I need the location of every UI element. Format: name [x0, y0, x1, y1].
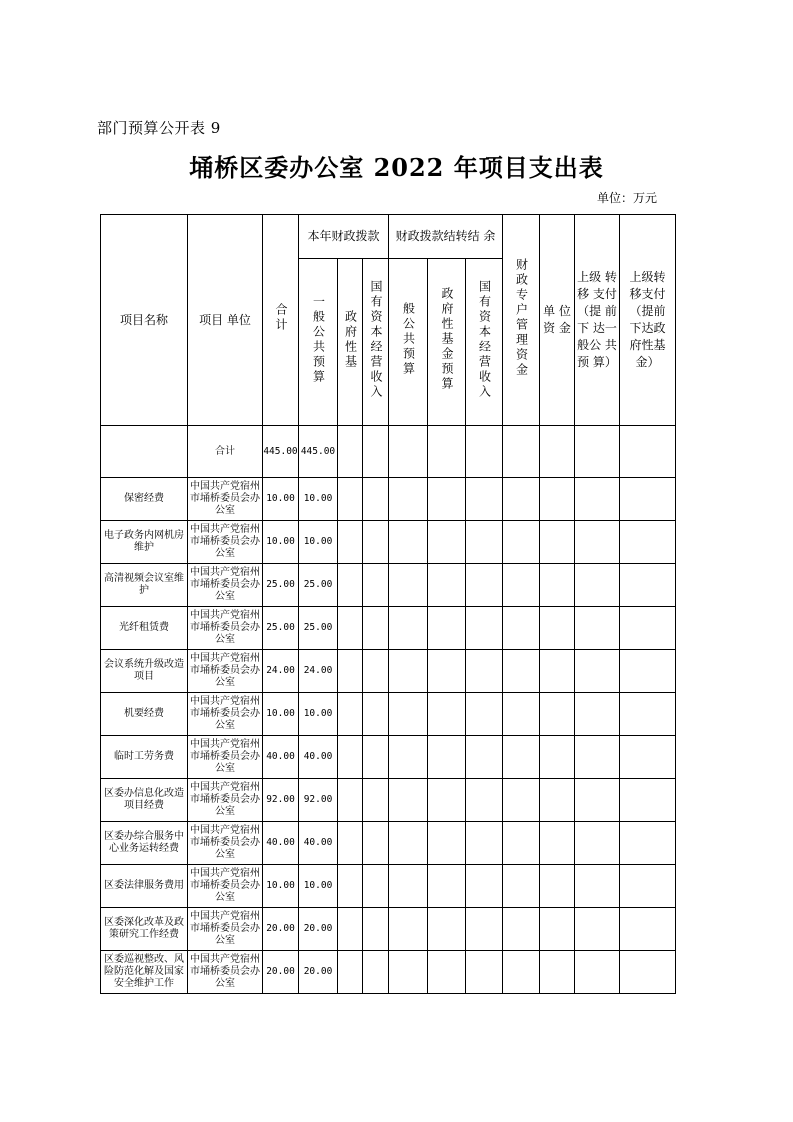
empty-cell — [503, 693, 540, 736]
empty-cell — [338, 426, 363, 478]
empty-cell — [540, 693, 575, 736]
empty-cell — [466, 521, 503, 564]
empty-cell — [620, 564, 676, 607]
empty-cell — [428, 521, 466, 564]
empty-cell — [363, 693, 389, 736]
total-cell: 25.00 — [263, 564, 299, 607]
empty-cell — [575, 478, 620, 521]
empty-cell — [428, 865, 466, 908]
empty-cell — [503, 607, 540, 650]
empty-cell — [540, 908, 575, 951]
col-header-gov-fund-carry: 政府性基金预算 — [428, 259, 466, 426]
empty-cell — [428, 426, 466, 478]
general-budget-cell: 25.00 — [299, 607, 338, 650]
total-row — [101, 426, 676, 478]
empty-cell — [466, 951, 503, 994]
empty-cell — [540, 779, 575, 822]
empty-cell — [428, 736, 466, 779]
general-budget-cell: 20.00 — [299, 951, 338, 994]
page-title: 埇桥区委办公室 2022 年项目支出表 — [189, 153, 604, 182]
empty-cell — [503, 822, 540, 865]
col-header-project-unit: 项目 单位 — [188, 215, 263, 426]
total-cell: 10.00 — [263, 478, 299, 521]
general-budget-cell: 24.00 — [299, 650, 338, 693]
empty-cell — [363, 521, 389, 564]
empty-cell — [503, 951, 540, 994]
project-unit-cell: 中国共产党宿州市埇桥委员会办公室 — [188, 951, 263, 994]
empty-cell — [466, 822, 503, 865]
empty-cell — [338, 951, 363, 994]
empty-cell — [575, 564, 620, 607]
general-budget-cell: 10.00 — [299, 478, 338, 521]
empty-cell — [503, 908, 540, 951]
general-budget-cell: 445.00 — [299, 426, 338, 478]
col-header-carryover: 财政拨款结转结 余 — [389, 215, 503, 259]
project-name-cell: 电子政务内网机房维护 — [101, 521, 188, 564]
table-row — [101, 564, 676, 607]
empty-cell — [503, 650, 540, 693]
project-unit-cell: 中国共产党宿州市埇桥委员会办公室 — [188, 736, 263, 779]
empty-cell — [363, 426, 389, 478]
empty-cell — [466, 908, 503, 951]
empty-cell — [503, 521, 540, 564]
total-cell: 10.00 — [263, 865, 299, 908]
empty-cell — [575, 822, 620, 865]
empty-cell — [466, 865, 503, 908]
empty-cell — [428, 478, 466, 521]
empty-cell — [575, 607, 620, 650]
empty-cell — [338, 564, 363, 607]
table-row — [101, 521, 676, 564]
empty-cell — [466, 607, 503, 650]
empty-cell — [389, 650, 428, 693]
empty-cell — [338, 650, 363, 693]
project-name-cell: 区委办综合服务中心业务运转经费 — [101, 822, 188, 865]
empty-cell — [540, 650, 575, 693]
empty-cell — [540, 564, 575, 607]
empty-cell — [428, 607, 466, 650]
empty-cell — [338, 908, 363, 951]
empty-cell — [620, 736, 676, 779]
empty-cell — [620, 650, 676, 693]
empty-cell — [338, 521, 363, 564]
project-unit-cell: 中国共产党宿州市埇桥委员会办公室 — [188, 822, 263, 865]
empty-cell — [363, 478, 389, 521]
empty-cell — [503, 736, 540, 779]
empty-cell — [575, 693, 620, 736]
empty-cell — [338, 736, 363, 779]
col-header-transfer-fund: 上级转 移支付（提前 下达政 府性基 金） — [620, 215, 676, 426]
total-cell: 20.00 — [263, 951, 299, 994]
empty-cell — [575, 521, 620, 564]
project-name-cell: 区委深化改革及政策研究工作经费 — [101, 908, 188, 951]
project-name-cell: 区委法律服务费用 — [101, 865, 188, 908]
project-expenditure-table — [100, 214, 676, 994]
empty-cell — [389, 521, 428, 564]
empty-cell — [428, 650, 466, 693]
empty-cell — [389, 951, 428, 994]
project-unit-cell: 中国共产党宿州市埇桥委员会办公室 — [188, 693, 263, 736]
col-header-gov-fund: 政府性基 — [338, 259, 363, 426]
general-budget-cell: 20.00 — [299, 908, 338, 951]
total-cell: 25.00 — [263, 607, 299, 650]
total-cell: 40.00 — [263, 822, 299, 865]
empty-cell — [363, 736, 389, 779]
empty-cell — [363, 779, 389, 822]
empty-cell — [503, 478, 540, 521]
empty-cell — [620, 607, 676, 650]
empty-cell — [428, 951, 466, 994]
project-unit-cell: 合计 — [188, 426, 263, 478]
table-row — [101, 865, 676, 908]
empty-cell — [503, 564, 540, 607]
project-name-cell: 临时工劳务费 — [101, 736, 188, 779]
empty-cell — [389, 779, 428, 822]
empty-cell — [338, 478, 363, 521]
empty-cell — [466, 650, 503, 693]
project-name-cell: 高清视频会议室维护 — [101, 564, 188, 607]
project-name-cell: 区委办信息化改造项目经费 — [101, 779, 188, 822]
empty-cell — [363, 908, 389, 951]
empty-cell — [575, 865, 620, 908]
empty-cell — [466, 564, 503, 607]
project-unit-cell: 中国共产党宿州市埇桥委员会办公室 — [188, 650, 263, 693]
empty-cell — [428, 822, 466, 865]
general-budget-cell: 10.00 — [299, 521, 338, 564]
empty-cell — [428, 908, 466, 951]
empty-cell — [540, 426, 575, 478]
general-budget-cell: 10.00 — [299, 865, 338, 908]
empty-cell — [540, 736, 575, 779]
table-row — [101, 607, 676, 650]
empty-cell — [620, 426, 676, 478]
project-unit-cell: 中国共产党宿州市埇桥委员会办公室 — [188, 607, 263, 650]
empty-cell — [540, 478, 575, 521]
project-unit-cell: 中国共产党宿州市埇桥委员会办公室 — [188, 521, 263, 564]
col-header-state-capital-carry: 国有资本经营收入 — [466, 259, 503, 426]
empty-cell — [363, 822, 389, 865]
empty-cell — [389, 736, 428, 779]
col-header-unit-funds: 单 位 资 金 — [540, 215, 575, 426]
project-unit-cell: 中国共产党宿州市埇桥委员会办公室 — [188, 908, 263, 951]
empty-cell — [620, 521, 676, 564]
general-budget-cell: 25.00 — [299, 564, 338, 607]
col-header-general-budget-carry: 般公共预算 — [389, 259, 428, 426]
total-cell: 445.00 — [263, 426, 299, 478]
empty-cell — [540, 521, 575, 564]
empty-cell — [363, 951, 389, 994]
empty-cell — [389, 908, 428, 951]
general-budget-cell: 40.00 — [299, 822, 338, 865]
total-cell: 40.00 — [263, 736, 299, 779]
total-cell: 24.00 — [263, 650, 299, 693]
empty-cell — [428, 779, 466, 822]
document-label: 部门预算公开表 9 — [97, 119, 221, 137]
empty-cell — [389, 478, 428, 521]
col-header-project-name: 项目名称 — [101, 215, 188, 426]
col-header-state-capital: 国有资本经营收入 — [363, 259, 389, 426]
total-cell: 92.00 — [263, 779, 299, 822]
total-cell: 10.00 — [263, 693, 299, 736]
project-name-cell: 区委巡视整改、风险防范化解及国家安全维护工作 — [101, 951, 188, 994]
empty-cell — [620, 865, 676, 908]
empty-cell — [575, 908, 620, 951]
project-name-cell — [101, 426, 188, 478]
project-unit-cell: 中国共产党宿州市埇桥委员会办公室 — [188, 478, 263, 521]
unit-note: 单位：万元 — [597, 191, 658, 205]
empty-cell — [389, 426, 428, 478]
table-row — [101, 779, 676, 822]
empty-cell — [503, 779, 540, 822]
empty-cell — [540, 951, 575, 994]
empty-cell — [466, 426, 503, 478]
table-row — [101, 951, 676, 994]
empty-cell — [363, 650, 389, 693]
empty-cell — [620, 779, 676, 822]
project-name-cell: 会议系统升级改造项目 — [101, 650, 188, 693]
empty-cell — [575, 650, 620, 693]
col-header-current-year: 本年财政拨款 — [299, 215, 389, 259]
empty-cell — [428, 693, 466, 736]
empty-cell — [503, 426, 540, 478]
empty-cell — [620, 822, 676, 865]
total-cell: 10.00 — [263, 521, 299, 564]
project-name-cell: 机要经费 — [101, 693, 188, 736]
empty-cell — [466, 779, 503, 822]
empty-cell — [338, 607, 363, 650]
empty-cell — [620, 908, 676, 951]
empty-cell — [389, 693, 428, 736]
empty-cell — [540, 607, 575, 650]
empty-cell — [363, 564, 389, 607]
empty-cell — [575, 779, 620, 822]
empty-cell — [620, 693, 676, 736]
empty-cell — [575, 426, 620, 478]
empty-cell — [540, 822, 575, 865]
empty-cell — [503, 865, 540, 908]
col-header-total: 合计 — [263, 215, 299, 426]
empty-cell — [338, 865, 363, 908]
project-unit-cell: 中国共产党宿州市埇桥委员会办公室 — [188, 779, 263, 822]
empty-cell — [389, 865, 428, 908]
col-header-special-mgmt: 财政专户管理资金 — [503, 215, 540, 426]
empty-cell — [363, 607, 389, 650]
empty-cell — [620, 478, 676, 521]
project-name-cell: 保密经费 — [101, 478, 188, 521]
table-row — [101, 693, 676, 736]
table-row — [101, 650, 676, 693]
empty-cell — [389, 564, 428, 607]
total-cell: 20.00 — [263, 908, 299, 951]
col-header-transfer-general: 上级 转移 支付（提 前下 达一般公 共预 算） — [575, 215, 620, 426]
empty-cell — [428, 564, 466, 607]
general-budget-cell: 92.00 — [299, 779, 338, 822]
empty-cell — [466, 478, 503, 521]
table-row — [101, 908, 676, 951]
col-header-general-budget: 一般公共预算 — [299, 259, 338, 426]
empty-cell — [363, 865, 389, 908]
project-name-cell: 光纤租赁费 — [101, 607, 188, 650]
empty-cell — [620, 951, 676, 994]
empty-cell — [338, 822, 363, 865]
empty-cell — [338, 693, 363, 736]
empty-cell — [575, 951, 620, 994]
empty-cell — [389, 607, 428, 650]
empty-cell — [466, 736, 503, 779]
table-row — [101, 478, 676, 521]
general-budget-cell: 10.00 — [299, 693, 338, 736]
empty-cell — [338, 779, 363, 822]
empty-cell — [389, 822, 428, 865]
empty-cell — [575, 736, 620, 779]
general-budget-cell: 40.00 — [299, 736, 338, 779]
project-unit-cell: 中国共产党宿州市埇桥委员会办公室 — [188, 564, 263, 607]
empty-cell — [540, 865, 575, 908]
table-row — [101, 736, 676, 779]
project-unit-cell: 中国共产党宿州市埇桥委员会办公室 — [188, 865, 263, 908]
empty-cell — [466, 693, 503, 736]
table-row — [101, 822, 676, 865]
